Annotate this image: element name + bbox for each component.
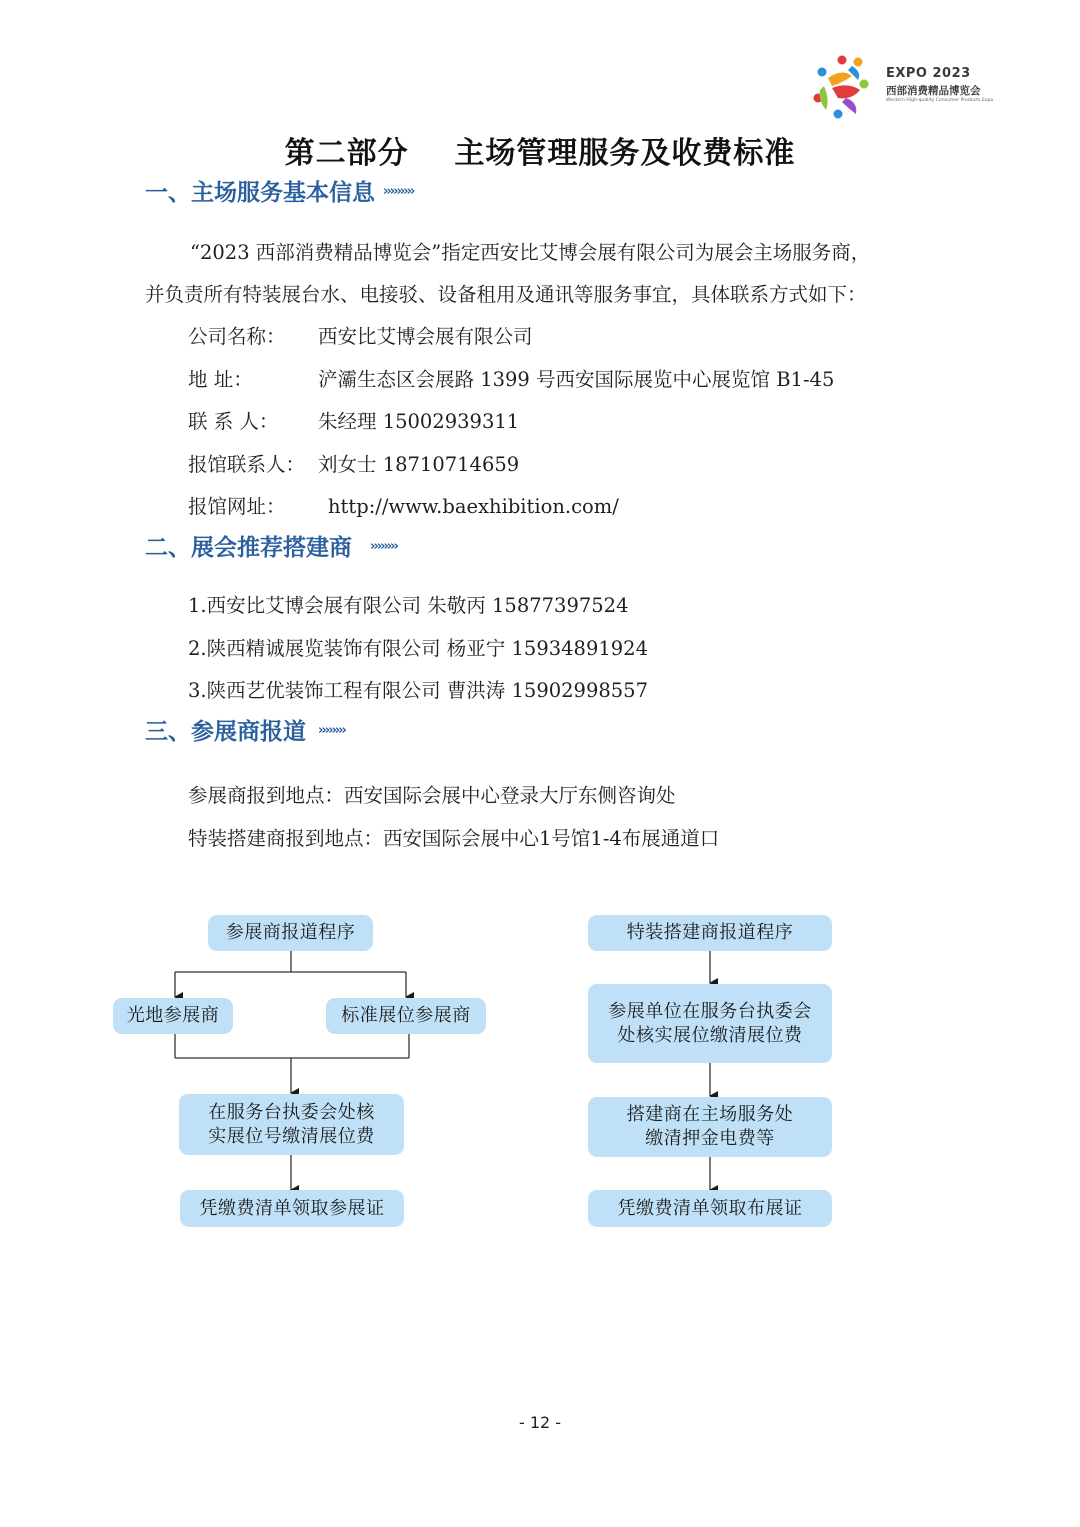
flow-right-step2-line1: 搭建商在主场服务处 — [626, 1104, 794, 1125]
flow-left-branch-b-box — [326, 998, 486, 1034]
flow-right-step1-line2: 处核实展位缴清展位费 — [617, 1024, 803, 1046]
chevrons-icon: ›››››››› — [318, 723, 345, 738]
flow-right-step3: 凭缴费清单领取布展证 — [617, 1197, 803, 1219]
flow-right-step1-box — [588, 984, 832, 1063]
flow-left-title: 参展商报道程序 — [225, 922, 356, 943]
company-value: 西安比艾博会展有限公司 — [318, 325, 533, 348]
flow-right-step2-line2: 缴清押金电费等 — [645, 1128, 775, 1149]
section-heading-registration — [145, 713, 345, 746]
flow-right-title-box — [588, 915, 832, 951]
page-title: 第二部分 主场管理服务及收费标准 — [284, 136, 796, 171]
flow-right-step3-box — [588, 1190, 832, 1227]
expo-logo — [808, 52, 1008, 122]
checkin-contact-value: 刘女士 18710714659 — [318, 453, 520, 476]
section-heading-builders — [145, 529, 397, 562]
checkin-url-link[interactable]: http://www.baexhibition.com/ — [328, 495, 619, 518]
flow-left-step3: 凭缴费清单领取参展证 — [199, 1197, 385, 1219]
checkin-url-label: 报馆网址： — [188, 495, 286, 518]
builder-item: 1.西安比艾博会展有限公司 朱敬丙 15877397524 — [188, 594, 629, 617]
page-number: - 12 - — [518, 1413, 562, 1432]
section-heading-text: 三、参展商报道 — [145, 719, 306, 745]
flow-left-step2-box — [179, 1094, 404, 1155]
flow-right-step1-line1: 参展单位在服务台执委会 — [608, 1000, 812, 1022]
company-label: 公司名称： — [188, 325, 286, 348]
logo-expo-text: EXPO 2023 — [886, 66, 971, 81]
section-heading-text: 二、展会推荐搭建商 — [145, 535, 352, 561]
flow-left-branch-b: 标准展位参展商 — [341, 1005, 471, 1026]
checkin-contact-label: 报馆联系人： — [188, 453, 306, 476]
builder-registration-location: 特装搭建商报到地点：西安国际会展中心1号馆1-4布展通道口 — [188, 827, 720, 850]
intro-line-2: 并负责所有特装展台水、电接驳、设备租用及通讯等服务事宜，具体联系方式如下： — [145, 283, 867, 306]
flow-left-step3-box — [180, 1190, 404, 1227]
intro-line-1: “2023 西部消费精品博览会”指定西安比艾博会展有限公司为展会主场服务商， — [190, 241, 871, 264]
exhibitor-registration-location: 参展商报到地点：西安国际会展中心登录大厅东侧咨询处 — [188, 784, 676, 807]
section-heading-basic-info — [145, 174, 413, 207]
address-value: 浐灞生态区会展路 1399 号西安国际展览中心展览馆 B1-45 — [318, 368, 835, 391]
builder-item: 2.陕西精诚展览装饰有限公司 杨亚宁 15934891924 — [188, 637, 648, 660]
flow-right-step2-box — [588, 1097, 832, 1157]
chevrons-icon: ››››››››› — [383, 184, 414, 199]
flow-left-branch-a: 光地参展商 — [126, 1005, 220, 1026]
contact-person-label: 联 系 人： — [188, 410, 279, 433]
address-label: 地 址： — [188, 368, 253, 391]
logo-mark-icon — [808, 52, 878, 122]
flow-left-step2-line2: 实展位号缴清展位费 — [208, 1125, 375, 1147]
contact-person-value: 朱经理 15002939311 — [318, 410, 520, 433]
flow-left-step2-line1: 在服务台执委会处核 — [208, 1101, 375, 1123]
logo-cn-text: 西部消费精品博览会 — [886, 85, 981, 97]
flow-right-title: 特装搭建商报道程序 — [626, 922, 794, 943]
section-heading-text: 一、主场服务基本信息 — [145, 180, 375, 206]
flow-left-branch-a-box — [113, 998, 233, 1034]
builder-item: 3.陕西艺优装饰工程有限公司 曹洪涛 15902998557 — [188, 679, 648, 702]
chevrons-icon: ›››››››› — [370, 539, 397, 554]
logo-en-text: Western High-quality Consumer Products Expo — [886, 98, 994, 103]
flow-left-title-box — [208, 915, 373, 951]
